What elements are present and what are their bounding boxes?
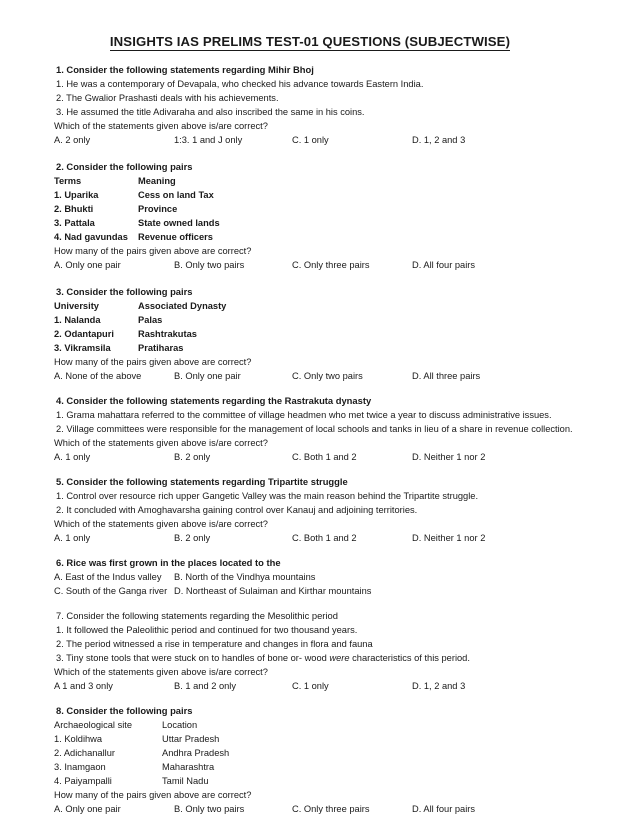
- question-1-heading: 1. Consider the following statements regarding Mihir Bhoj: [56, 64, 314, 75]
- question-5-options: [54, 531, 606, 545]
- question-4-options: [54, 450, 606, 464]
- spacer: [62, 693, 606, 704]
- question-1-statement-3: 3. He assumed the title Adivaraha and also inscribed the same in his coins.: [56, 107, 365, 117]
- column-header-2: Associated Dynasty: [138, 301, 227, 311]
- question-8-option-c[interactable]: C. Only three pairs: [292, 804, 370, 814]
- question-7-statement-2: 2. The period witnessed a rise in temperature and changes in flora and fauna: [56, 639, 373, 649]
- table-row: [54, 327, 606, 341]
- question-5: [54, 475, 606, 545]
- question-6-option-a[interactable]: A. East of the Indus valley: [54, 572, 162, 582]
- cell-col2: Pratiharas: [138, 343, 184, 353]
- table-row: [54, 216, 606, 230]
- question-1-option-d[interactable]: D. 1, 2 and 3: [412, 135, 466, 145]
- statement-3-emphasis: were: [329, 653, 350, 663]
- question-8-options: [54, 802, 606, 816]
- table-row: [54, 774, 606, 788]
- column-header-1: Archaeological site: [54, 720, 133, 730]
- statement-3-part-2: characteristics of this period.: [349, 653, 470, 663]
- cell-col1: 3. Pattala: [54, 218, 95, 228]
- page-title: [0, 34, 620, 49]
- cell-col2: Cess on land Tax: [138, 190, 214, 200]
- question-1-ask: Which of the statements given above is/are correct?: [54, 121, 268, 131]
- question-7-option-a[interactable]: A 1 and 3 only: [54, 681, 113, 691]
- column-header-2: Location: [162, 720, 198, 730]
- question-1-option-c[interactable]: C. 1 only: [292, 135, 329, 145]
- question-8-option-b[interactable]: B. Only two pairs: [174, 804, 245, 814]
- table-header-row: [54, 174, 606, 188]
- table-header-row: [54, 718, 606, 732]
- question-4-option-b[interactable]: B. 2 only: [174, 452, 211, 462]
- question-6-heading: 6. Rice was first grown in the places located to the: [56, 557, 281, 568]
- cell-col2: State owned lands: [138, 218, 220, 228]
- cell-col2: Tamil Nadu: [162, 776, 209, 786]
- cell-col1: 4. Nad gavundas: [54, 232, 128, 242]
- question-5-option-a[interactable]: A. 1 only: [54, 533, 91, 543]
- column-header-2: Meaning: [138, 176, 176, 186]
- question-3-options: [54, 369, 606, 383]
- question-3-option-d[interactable]: D. All three pairs: [412, 371, 481, 381]
- question-5-option-d[interactable]: D. Neither 1 nor 2: [412, 533, 486, 543]
- question-6: [54, 556, 606, 598]
- spacer: [62, 545, 606, 556]
- cell-col1: 2. Adichanallur: [54, 748, 115, 758]
- table-row: [54, 760, 606, 774]
- table-row: [54, 202, 606, 216]
- question-8-heading: 8. Consider the following pairs: [56, 705, 193, 716]
- cell-col1: 1. Nalanda: [54, 315, 101, 325]
- question-4-ask: Which of the statements given above is/are correct?: [54, 438, 268, 448]
- question-6-option-d[interactable]: D. Northeast of Sulaiman and Kirthar mountains: [174, 586, 372, 596]
- question-7-options: [54, 679, 606, 693]
- table-header-row: [54, 299, 606, 313]
- cell-col1: 3. Vikramsila: [54, 343, 111, 353]
- question-4-statement-1: 1. Grama mahattara referred to the committee of village headmen who met twice a year to discuss administrative issues.: [56, 410, 552, 420]
- question-7-option-c[interactable]: C. 1 only: [292, 681, 329, 691]
- question-7: [54, 609, 606, 693]
- questions-container: [0, 63, 620, 816]
- question-1-options: [54, 133, 606, 147]
- question-2-options: [54, 258, 606, 272]
- question-7-ask: Which of the statements given above is/are correct?: [54, 667, 268, 677]
- question-8-option-a[interactable]: A. Only one pair: [54, 804, 121, 814]
- question-7-option-b[interactable]: B. 1 and 2 only: [174, 681, 237, 691]
- question-5-statement-1: 1. Control over resource rich upper Gangetic Valley was the main reason behind the Tripartite struggle.: [56, 491, 479, 501]
- cell-col2: Province: [138, 204, 178, 214]
- question-1-option-b[interactable]: 1:3. 1 and J only: [174, 135, 243, 145]
- statement-3-part-1: 3. Tiny stone tools that were stuck on to handles of bone or- wood: [56, 653, 330, 663]
- document-page: [0, 34, 620, 834]
- question-6-option-b[interactable]: B. North of the Vindhya mountains: [174, 572, 316, 582]
- cell-col2: Palas: [138, 315, 163, 325]
- question-7-heading: 7. Consider the following statements regarding the Mesolithic period: [56, 610, 338, 621]
- question-3-option-b[interactable]: B. Only one pair: [174, 371, 241, 381]
- question-5-ask: Which of the statements given above is/are correct?: [54, 519, 268, 529]
- question-1-statement-2: 2. The Gwalior Prashasti deals with his achievements.: [56, 93, 279, 103]
- question-8-ask: How many of the pairs given above are correct?: [54, 790, 252, 800]
- question-1-statement-1: 1. He was a contemporary of Devapala, who checked his advance towards Eastern India.: [56, 79, 424, 89]
- question-2-ask: How many of the pairs given above are correct?: [54, 246, 252, 256]
- page-title-text: INSIGHTS IAS PRELIMS TEST-01 QUESTIONS (SUBJECTWISE): [109, 34, 511, 49]
- spacer: [62, 598, 606, 609]
- cell-col1: 4. Paiyampalli: [54, 776, 112, 786]
- question-6-option-c[interactable]: C. South of the Ganga river: [54, 586, 168, 596]
- cell-col1: 1. Uparika: [54, 190, 99, 200]
- cell-col2: Maharashtra: [162, 762, 215, 772]
- spacer: [62, 147, 606, 160]
- question-2-pairs-table: [54, 174, 606, 244]
- table-row: [54, 732, 606, 746]
- question-4-option-a[interactable]: A. 1 only: [54, 452, 91, 462]
- question-4-statement-2: 2. Village committees were responsible for the management of local schools and tanks in lieu of a share in revenue collection.: [56, 424, 573, 434]
- spacer: [62, 464, 606, 475]
- question-7-statement-1: 1. It followed the Paleolithic period and continued for two thousand years.: [56, 625, 358, 635]
- cell-col2: Andhra Pradesh: [162, 748, 230, 758]
- cell-col2: Revenue officers: [138, 232, 213, 242]
- question-5-option-c[interactable]: C. Both 1 and 2: [292, 533, 357, 543]
- cell-col2: Uttar Pradesh: [162, 734, 220, 744]
- question-4-heading: 4. Consider the following statements regarding the Rastrakuta dynasty: [56, 395, 372, 406]
- table-row: [54, 313, 606, 327]
- question-4-option-c[interactable]: C. Both 1 and 2: [292, 452, 357, 462]
- question-6-options: [54, 570, 606, 598]
- cell-col1: 1. Koldihwa: [54, 734, 103, 744]
- cell-col1: 3. Inamgaon: [54, 762, 106, 772]
- cell-col1: 2. Bhukti: [54, 204, 94, 214]
- question-7-statement-3: [56, 651, 606, 665]
- question-7-option-d[interactable]: D. 1, 2 and 3: [412, 681, 466, 691]
- spacer: [62, 272, 606, 285]
- question-3-option-a[interactable]: A. None of the above: [54, 371, 142, 381]
- question-5-statement-2: 2. It concluded with Amoghavarsha gaining control over Kanauj and adjoining territories.: [56, 505, 418, 515]
- table-row: [54, 230, 606, 244]
- table-row: [54, 746, 606, 760]
- question-2-heading: 2. Consider the following pairs: [56, 161, 193, 172]
- question-3-heading: 3. Consider the following pairs: [56, 286, 193, 297]
- cell-col2: Rashtrakutas: [138, 329, 197, 339]
- question-3-ask: How many of the pairs given above are correct?: [54, 357, 252, 367]
- question-4: [54, 394, 606, 464]
- question-3: [54, 285, 606, 383]
- question-3-pairs-table: [54, 299, 606, 355]
- question-4-option-d[interactable]: D. Neither 1 nor 2: [412, 452, 486, 462]
- question-2: [54, 160, 606, 272]
- question-5-option-b[interactable]: B. 2 only: [174, 533, 211, 543]
- question-2-option-c[interactable]: C. Only three pairs: [292, 260, 370, 270]
- column-header-1: University: [54, 301, 99, 311]
- question-1: [54, 63, 606, 147]
- column-header-1: Terms: [54, 176, 82, 186]
- table-row: [54, 188, 606, 202]
- cell-col1: 2. Odantapuri: [54, 329, 114, 339]
- question-8-pairs-table: [54, 718, 606, 788]
- question-3-option-c[interactable]: C. Only two pairs: [292, 371, 363, 381]
- spacer: [62, 383, 606, 394]
- question-5-heading: 5. Consider the following statements regarding Tripartite struggle: [56, 476, 348, 487]
- question-8-option-d[interactable]: D. All four pairs: [412, 804, 476, 814]
- question-2-option-b[interactable]: B. Only two pairs: [174, 260, 245, 270]
- question-1-option-a[interactable]: A. 2 only: [54, 135, 91, 145]
- table-row: [54, 341, 606, 355]
- question-2-option-a[interactable]: A. Only one pair: [54, 260, 121, 270]
- question-8: [54, 704, 606, 816]
- question-2-option-d[interactable]: D. All four pairs: [412, 260, 476, 270]
